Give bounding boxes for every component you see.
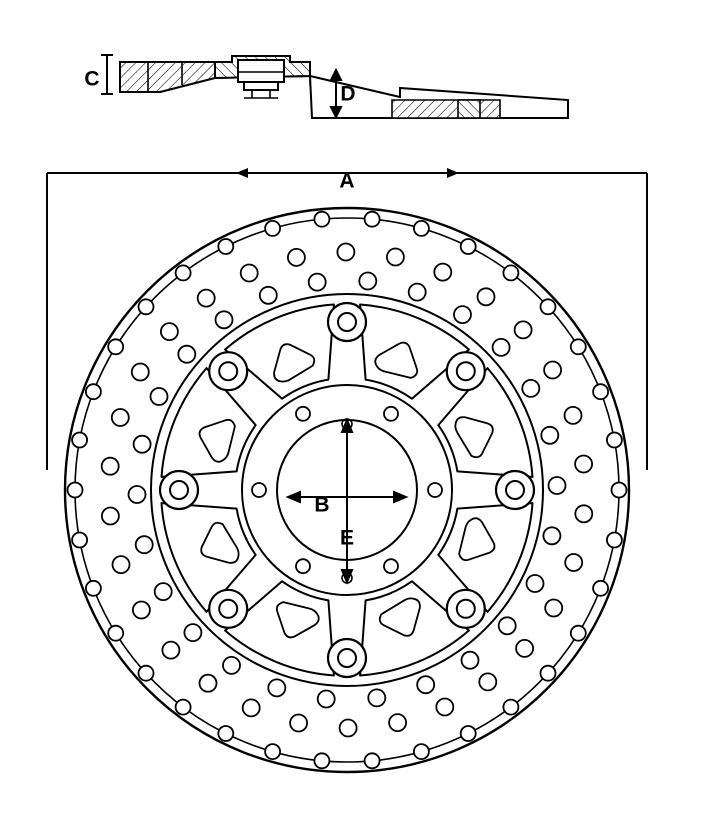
drill-hole (365, 212, 380, 227)
drill-hole (607, 533, 622, 548)
drill-hole (314, 753, 329, 768)
drill-hole (389, 714, 406, 731)
dimension-label-a: A (339, 169, 355, 193)
drill-hole (414, 744, 429, 759)
drill-hole (417, 676, 434, 693)
disc-left-section (120, 62, 215, 92)
drill-hole (414, 221, 429, 236)
drill-hole (593, 384, 608, 399)
bobbin-inner (457, 600, 475, 618)
drill-hole (503, 700, 518, 715)
drill-hole (499, 617, 516, 634)
drill-hole (462, 652, 479, 669)
dimension-label-e: E (339, 526, 355, 550)
drill-hole (108, 339, 123, 354)
drill-hole (72, 433, 87, 448)
drill-hole (387, 249, 404, 266)
drill-hole (268, 679, 285, 696)
hub-bolt-hole (252, 483, 266, 497)
drill-hole (543, 527, 560, 544)
drill-hole (155, 583, 172, 600)
drill-hole (478, 288, 495, 305)
drill-hole (436, 699, 453, 716)
drill-hole (571, 339, 586, 354)
dimension-label-b: B (314, 493, 330, 517)
drill-hole (132, 364, 149, 381)
drill-hole (102, 508, 119, 525)
drill-hole (565, 407, 582, 424)
bobbin-inner (219, 362, 237, 380)
hub-bolt-hole (296, 559, 310, 573)
drill-hole (314, 212, 329, 227)
drill-hole (200, 675, 217, 692)
drill-hole (133, 602, 150, 619)
drill-hole (479, 673, 496, 690)
drill-hole (113, 556, 130, 573)
drill-hole (86, 581, 101, 596)
drill-hole (309, 274, 326, 291)
drill-hole (162, 642, 179, 659)
drill-hole (176, 265, 191, 280)
drill-hole (318, 691, 335, 708)
drill-hole (461, 726, 476, 741)
hub-bolt-hole (384, 559, 398, 573)
drill-hole (139, 666, 154, 681)
drill-hole (541, 299, 556, 314)
drill-hole (139, 299, 154, 314)
drill-hole (493, 339, 510, 356)
drill-hole (434, 264, 451, 281)
hub-bolt-hole (428, 483, 442, 497)
drill-hole (461, 239, 476, 254)
drill-hole (86, 384, 101, 399)
drill-hole (290, 715, 307, 732)
drill-hole (575, 505, 592, 522)
drill-hole (129, 486, 146, 503)
drill-hole (409, 284, 426, 301)
drill-hole (134, 436, 151, 453)
drill-hole (102, 458, 119, 475)
drill-hole (527, 575, 544, 592)
drill-hole (176, 700, 191, 715)
drill-hole (178, 346, 195, 363)
dimension-label-c: C (84, 67, 100, 91)
drill-hole (223, 657, 240, 674)
dimension-label-d: D (340, 82, 356, 106)
drill-hole (368, 689, 385, 706)
drill-hole (575, 456, 592, 473)
drill-hole (218, 726, 233, 741)
front-face-view (47, 168, 647, 772)
drill-hole (365, 753, 380, 768)
bobbin-inner (219, 600, 237, 618)
drill-hole (161, 323, 178, 340)
drill-hole (241, 265, 258, 282)
dimension-c-bracket (101, 55, 113, 94)
bobbin-inner (457, 362, 475, 380)
side-section-view (101, 55, 570, 118)
drill-hole (340, 720, 357, 737)
drill-hole (549, 477, 566, 494)
drill-hole (265, 744, 280, 759)
drill-hole (216, 311, 233, 328)
bobbin-inner (170, 481, 188, 499)
drill-hole (544, 362, 561, 379)
drill-hole (454, 306, 471, 323)
drill-hole (151, 388, 168, 405)
drill-hole (288, 249, 305, 266)
drill-hole (184, 624, 201, 641)
drill-hole (108, 626, 123, 641)
hub-bolt-hole (296, 407, 310, 421)
drill-hole (359, 273, 376, 290)
drill-hole (243, 699, 260, 716)
bobbin-inner (338, 649, 356, 667)
drill-hole (337, 244, 354, 261)
drill-hole (522, 380, 539, 397)
drill-hole (565, 554, 582, 571)
drill-hole (545, 600, 562, 617)
hub-bolt-hole (384, 407, 398, 421)
drill-hole (260, 287, 277, 304)
drill-hole (541, 666, 556, 681)
drill-hole (136, 536, 153, 553)
drill-hole (516, 640, 533, 657)
drill-hole (198, 290, 215, 307)
drill-hole (112, 409, 129, 426)
drill-hole (571, 626, 586, 641)
bobbin-inner (338, 313, 356, 331)
drill-hole (503, 265, 518, 280)
disc-carrier-section (215, 56, 310, 98)
drill-hole (541, 427, 558, 444)
drill-hole (68, 483, 83, 498)
drill-hole (515, 321, 532, 338)
drill-hole (265, 221, 280, 236)
drill-hole (72, 533, 87, 548)
drill-hole (607, 433, 622, 448)
bobbin-inner (506, 481, 524, 499)
drill-hole (218, 239, 233, 254)
drill-hole (612, 483, 627, 498)
drill-hole (593, 581, 608, 596)
